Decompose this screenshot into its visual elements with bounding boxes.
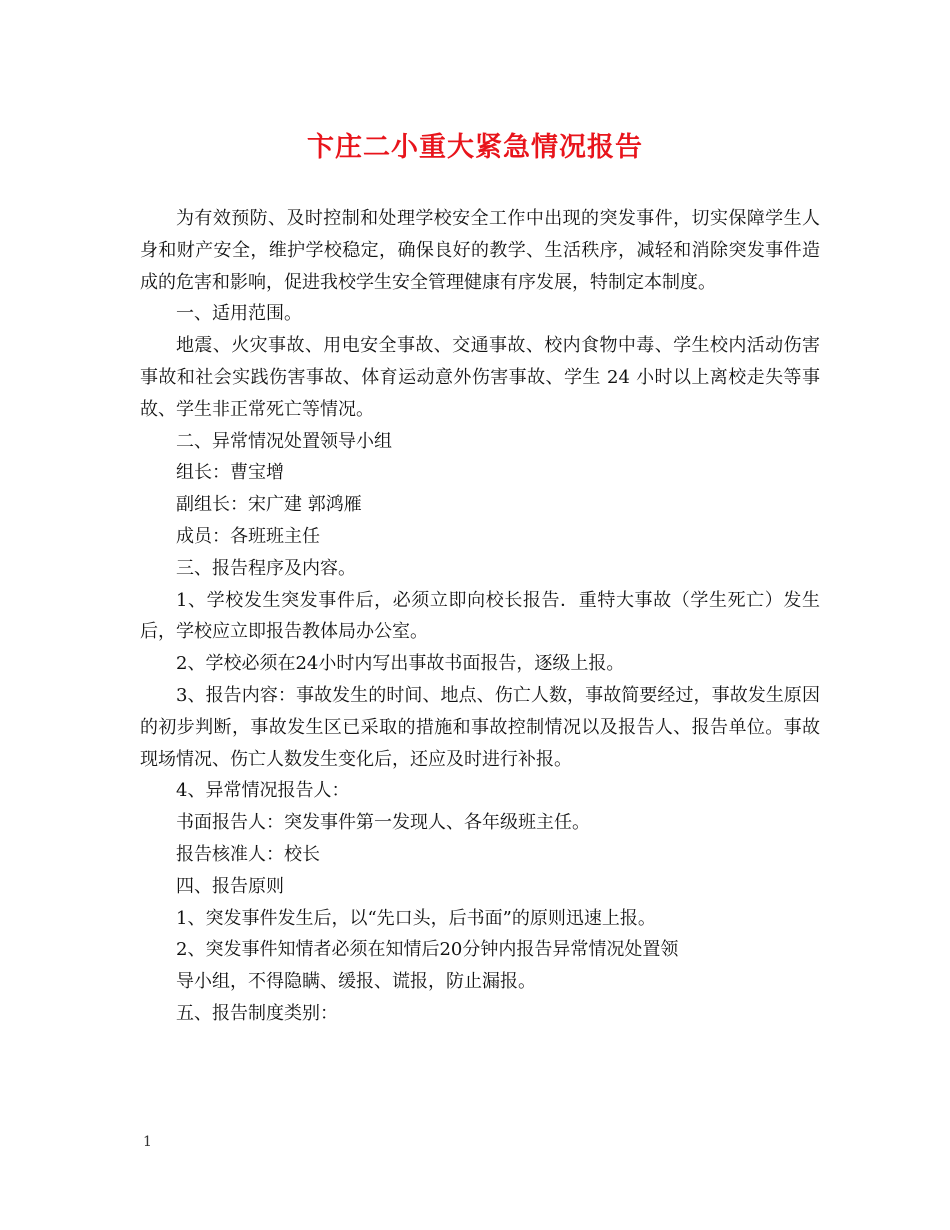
paragraph-principle-2-continued: 导小组，不得隐瞒、缓报、谎报，防止漏报。 [176,971,536,993]
paragraph-procedure-2: 2、学校必须在24小时内写出事故书面报告，逐级上报。 [176,653,625,675]
paragraph-procedure-1: 1、学校发生突发事件后，必须立即向校长报告．重特大事故（学生死亡）发生后，学校应立即报告教体局办公室。 [140,589,820,643]
heading-leadership-group: 二、异常情况处置领导小组 [176,430,392,452]
paragraph-procedure-3: 3、报告内容：事故发生的时间、地点、伤亡人数，事故简要经过，事故发生原因的初步判断，事故发生区已采取的措施和事故控制情况以及报告人、报告单位。事故现场情况、伤亡人数发生变化后，还应及时进行补报。 [140,684,820,770]
page-number: 1 [143,1134,152,1150]
paragraph-intro: 为有效预防、及时控制和处理学校安全工作中出现的突发事件，切实保障学生人身和财产安全，维护学校稳定，确保良好的教学、生活秩序，减轻和消除突发事件造成的危害和影响，促进我校学生安全管理健康有序发展，特制定本制度。 [140,208,820,293]
paragraph-principle-1: 1、突发事件发生后，以“先口头，后书面”的原则迅速上报。 [176,907,656,929]
paragraph-scope: 地震、火灾事故、用电安全事故、交通事故、校内食物中毒、学生校内活动伤害事故和社会实践伤害事故、体育运动意外伤害事故、学生 24 小时以上离校走失等事故、学生非正常死亡等情况。 [140,335,820,420]
paragraph-deputy-leaders: 副组长：宋广建 郭鸿雁 [176,494,362,516]
heading-report-principles: 四、报告原则 [176,875,284,897]
heading-scope: 一、适用范围。 [176,303,302,325]
heading-report-procedure: 三、报告程序及内容。 [176,557,356,579]
paragraph-report-approver: 报告核准人：校长 [176,843,320,865]
paragraph-group-leader: 组长：曹宝增 [176,462,284,484]
document-body [140,203,820,1030]
heading-report-categories: 五、报告制度类别： [176,1002,338,1024]
paragraph-principle-2: 2、突发事件知情者必须在知情后20分钟内报告异常情况处置领 [176,939,679,961]
paragraph-members: 成员：各班班主任 [176,525,320,547]
paragraph-procedure-4: 4、异常情况报告人： [176,780,350,802]
document-title: 卞庄二小重大紧急情况报告 [307,132,643,163]
paragraph-written-reporter: 书面报告人：突发事件第一发现人、各年级班主任。 [176,812,590,834]
